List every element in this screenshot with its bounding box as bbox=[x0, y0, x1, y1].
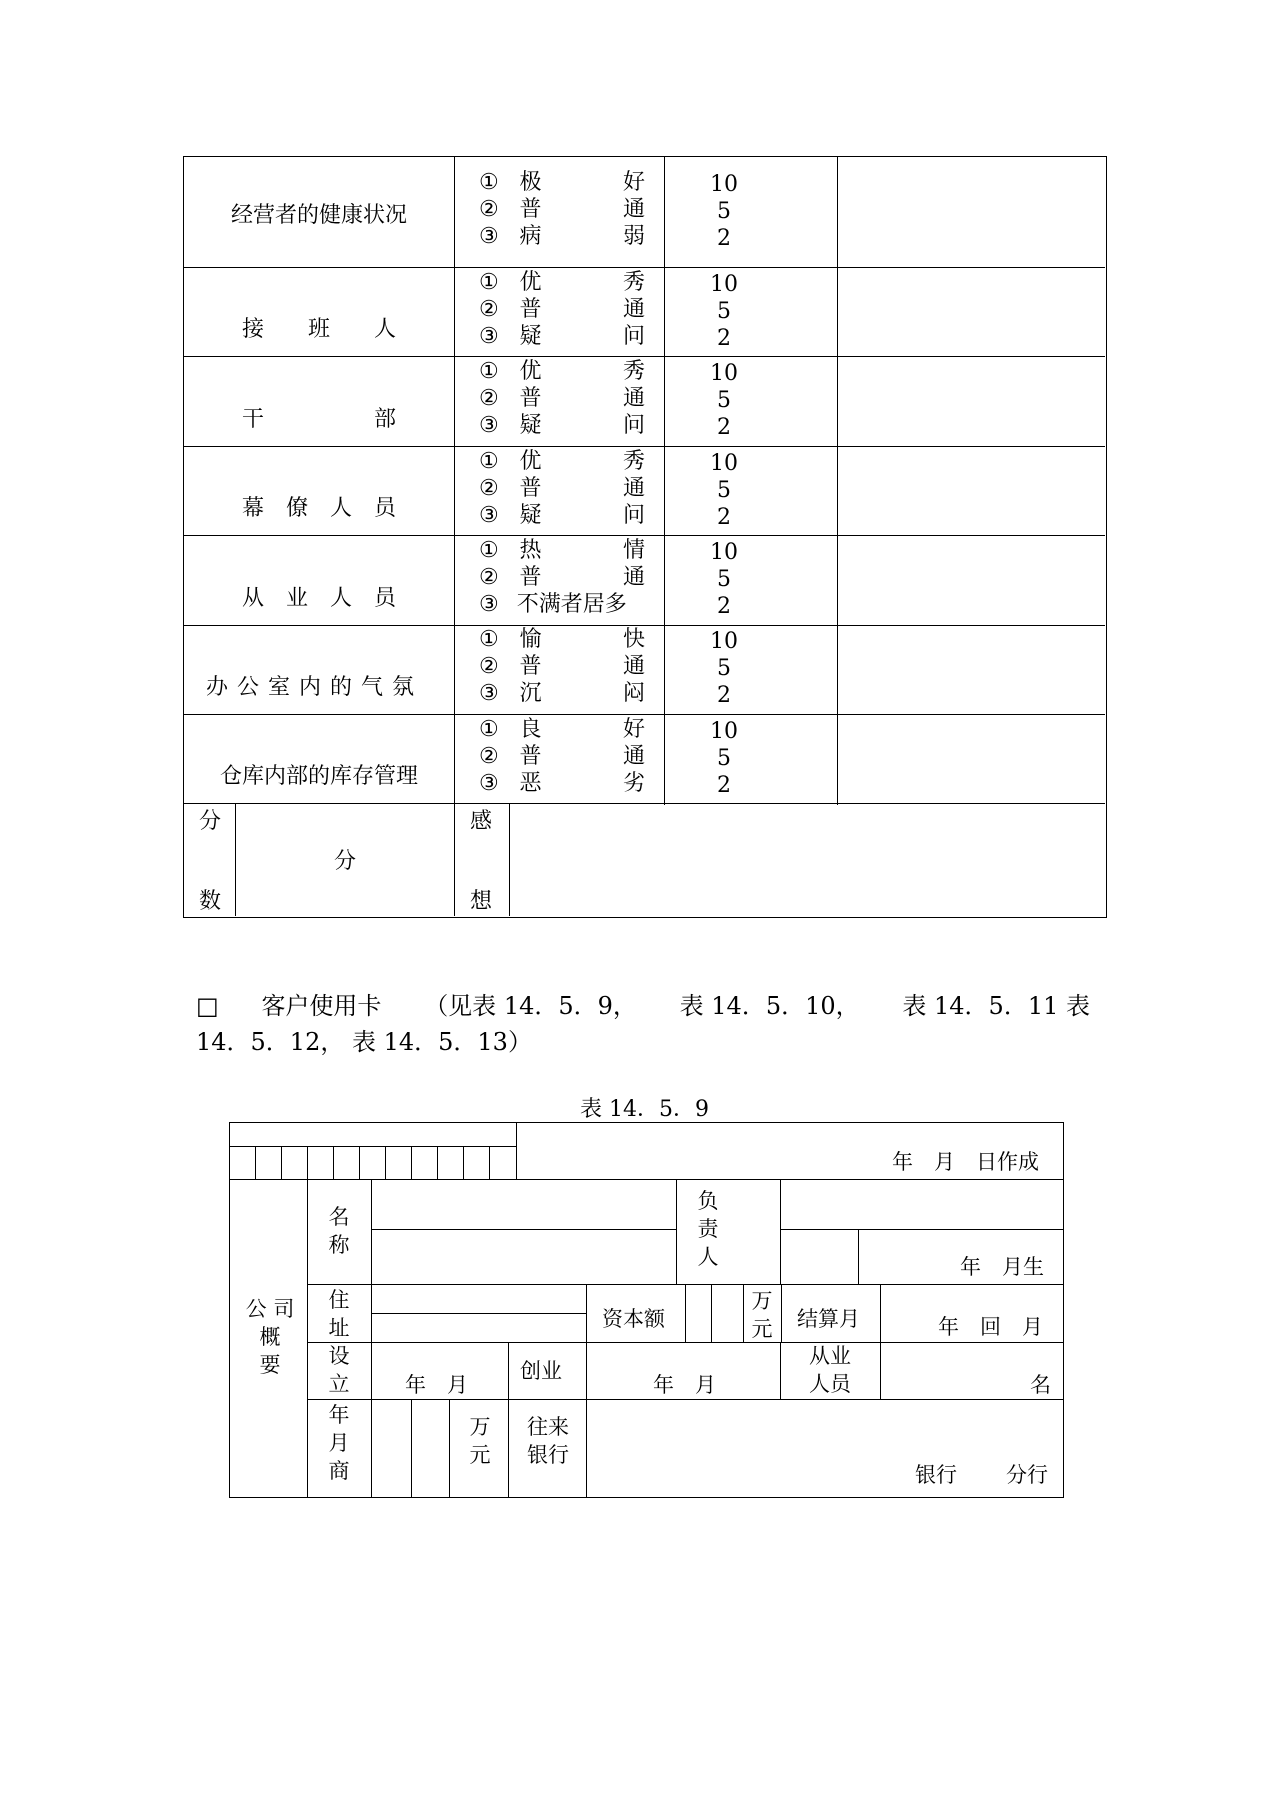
heading-ref: 表 14．5．10， bbox=[679, 992, 860, 1020]
bank-branch: 分行 bbox=[1006, 1463, 1048, 1487]
established-label: 设 立 bbox=[328, 1344, 350, 1396]
settlement-value: 年 回 月 bbox=[938, 1315, 1043, 1339]
grid-line bbox=[411, 1399, 412, 1497]
code-box bbox=[411, 1146, 412, 1179]
established-value: 年 月 bbox=[405, 1373, 468, 1397]
heading-title: 客户使用卡 bbox=[261, 992, 382, 1020]
col-divider bbox=[454, 803, 455, 916]
row-divider bbox=[184, 803, 1105, 804]
score-cell: 10 5 2 bbox=[710, 361, 738, 440]
grid-line bbox=[508, 1342, 509, 1497]
grid-line bbox=[586, 1284, 587, 1497]
grid-line bbox=[449, 1399, 450, 1497]
row-divider bbox=[184, 356, 1105, 357]
grid-line bbox=[685, 1284, 686, 1342]
score-cell: 10 5 2 bbox=[710, 540, 738, 619]
score-cell: 10 5 2 bbox=[710, 172, 738, 251]
grid-line bbox=[781, 1284, 782, 1342]
options-cell: ① 热 情 ② 普 通 ③ 不满者居多 bbox=[479, 538, 645, 617]
score-unit: 分 bbox=[334, 849, 357, 874]
code-box bbox=[359, 1146, 360, 1179]
code-box bbox=[281, 1146, 282, 1179]
grid-line bbox=[858, 1229, 859, 1284]
category-cell: 经营者的健康状况 bbox=[230, 203, 407, 228]
row-divider bbox=[184, 267, 1105, 268]
comment-label-top: 感 bbox=[470, 809, 493, 834]
row-divider bbox=[184, 446, 1105, 447]
score-label-bottom: 数 bbox=[199, 889, 222, 914]
section-heading bbox=[196, 988, 1090, 1060]
grid-line bbox=[230, 1179, 1063, 1180]
code-box bbox=[307, 1146, 308, 1179]
comment-label-bottom: 想 bbox=[470, 889, 493, 914]
employees-unit: 名 bbox=[1030, 1373, 1051, 1397]
address-label: 住 址 bbox=[328, 1288, 350, 1340]
company-overview-label: 公 司 概 要 bbox=[245, 1297, 295, 1377]
col-divider bbox=[454, 157, 455, 805]
options-cell: ① 愉 快 ② 普 通 ③ 沉 闷 bbox=[479, 627, 645, 706]
grid-line bbox=[307, 1399, 1063, 1400]
code-box bbox=[463, 1146, 464, 1179]
grid-line bbox=[676, 1179, 677, 1284]
code-box bbox=[489, 1146, 490, 1179]
grid-line bbox=[307, 1179, 308, 1497]
score-cell: 10 5 2 bbox=[710, 629, 738, 708]
grid-line bbox=[371, 1229, 676, 1230]
wan-yuan-label: 万 元 bbox=[751, 1289, 773, 1341]
bank-label: 往来 银行 bbox=[527, 1415, 569, 1467]
customer-card-table bbox=[229, 1122, 1064, 1498]
col-divider bbox=[509, 803, 510, 916]
row-divider bbox=[184, 714, 1105, 715]
capital-label: 资本额 bbox=[602, 1307, 665, 1331]
bullet-icon: □ bbox=[196, 992, 219, 1020]
col-divider bbox=[837, 157, 838, 805]
score-cell: 10 5 2 bbox=[710, 719, 738, 798]
grid-line bbox=[780, 1229, 1063, 1230]
score-cell: 10 5 2 bbox=[710, 451, 738, 530]
heading-ref: 表 14．5．11 表 bbox=[902, 992, 1090, 1020]
options-cell: ① 良 好 ② 普 通 ③ 恶 劣 bbox=[479, 717, 645, 796]
date-made: 年 月 日作成 bbox=[892, 1150, 1039, 1174]
grid-line bbox=[780, 1342, 781, 1399]
bank-name: 银行 bbox=[915, 1463, 957, 1487]
grid-line bbox=[307, 1342, 1063, 1343]
category-cell: 仓库内部的库存管理 bbox=[219, 764, 418, 789]
employees-label: 从业 人员 bbox=[809, 1344, 851, 1396]
category-cell: 从 业 人 员 bbox=[241, 586, 396, 611]
col-divider bbox=[235, 803, 236, 916]
options-cell: ① 极 好 ② 普 通 ③ 病 弱 bbox=[479, 170, 645, 249]
responsible-label: 负 责 人 bbox=[697, 1189, 719, 1269]
score-cell: 10 5 2 bbox=[710, 272, 738, 351]
heading-ref: （见表 14．5．9， bbox=[424, 992, 637, 1020]
table-caption: 表 14．5．9 bbox=[580, 1097, 709, 1122]
grid-line bbox=[780, 1179, 781, 1284]
grid-line bbox=[371, 1313, 586, 1314]
annual-unit: 万 元 bbox=[469, 1415, 491, 1467]
grid-line bbox=[230, 1146, 516, 1147]
settlement-label: 结算月 bbox=[797, 1307, 860, 1331]
code-box bbox=[333, 1146, 334, 1179]
category-cell: 幕 僚 人 员 bbox=[241, 496, 396, 521]
options-cell: ① 优 秀 ② 普 通 ③ 疑 问 bbox=[479, 270, 645, 349]
category-cell: 干 部 bbox=[241, 407, 396, 432]
founded-label: 创业 bbox=[520, 1359, 562, 1383]
annual-label: 年 月 商 bbox=[328, 1403, 350, 1483]
options-cell: ① 优 秀 ② 普 通 ③ 疑 问 bbox=[479, 449, 645, 528]
score-label-top: 分 bbox=[199, 809, 222, 834]
row-divider bbox=[184, 535, 1105, 536]
options-cell: ① 优 秀 ② 普 通 ③ 疑 问 bbox=[479, 359, 645, 438]
birth-field: 年 月生 bbox=[960, 1255, 1044, 1279]
grid-line bbox=[516, 1123, 517, 1179]
category-cell: 接 班 人 bbox=[241, 317, 396, 342]
code-box bbox=[255, 1146, 256, 1179]
category-cell: 办公室内的气氛 bbox=[206, 675, 424, 700]
grid-line bbox=[711, 1284, 712, 1342]
code-box bbox=[385, 1146, 386, 1179]
heading-line2: 14．5．12， 表 14．5．13） bbox=[196, 1028, 532, 1056]
name-label: 名 称 bbox=[328, 1205, 350, 1257]
founded-value: 年 月 bbox=[653, 1373, 716, 1397]
grid-line bbox=[371, 1179, 372, 1497]
code-box bbox=[437, 1146, 438, 1179]
evaluation-table bbox=[183, 156, 1107, 918]
